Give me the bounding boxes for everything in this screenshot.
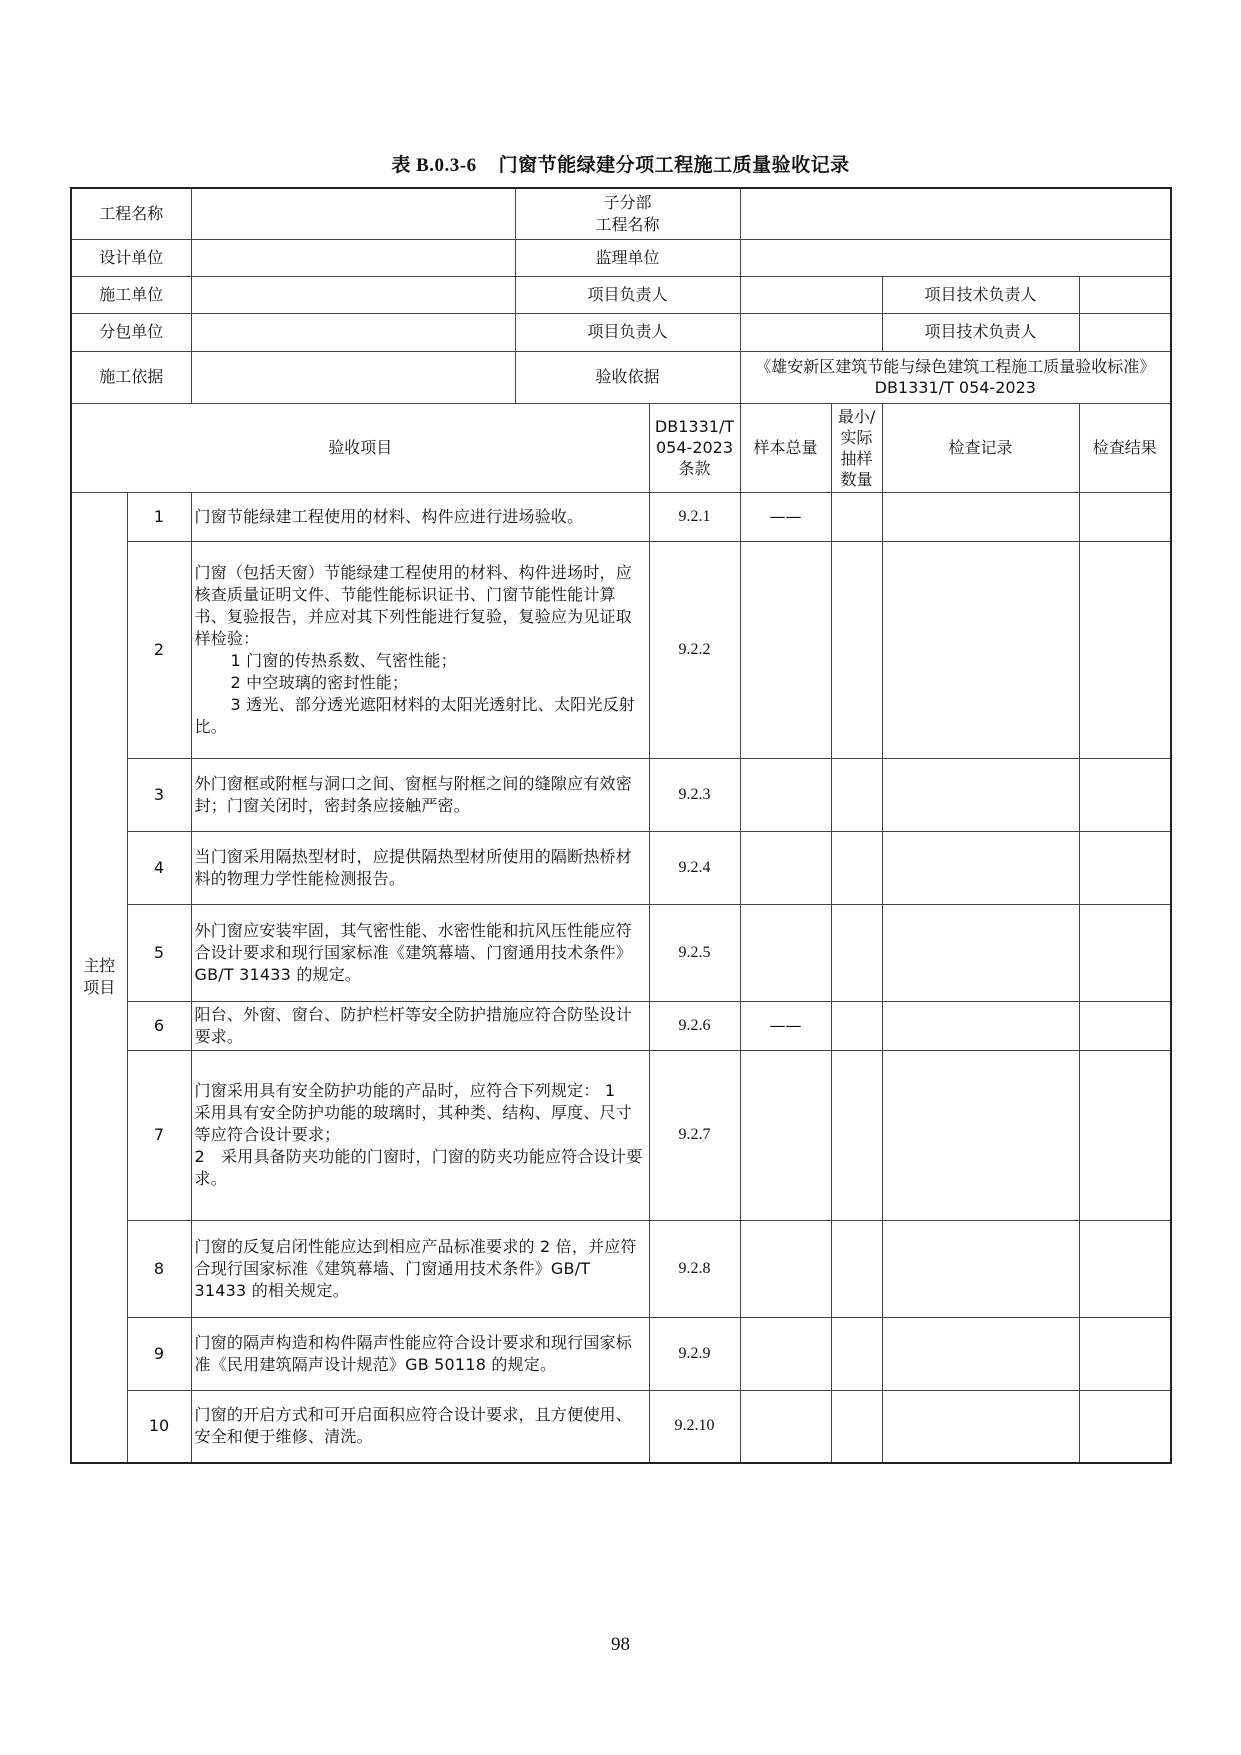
item-text: 外门窗应安装牢固，其气密性能、水密性能和抗风压性能应符合设计要求和现行国家标准《建筑幕墙、门窗通用技术条件》GB/T 31433 的规定。 — [191, 904, 649, 1001]
project-name-label: 工程名称 — [71, 188, 191, 239]
min-actual-cell[interactable] — [831, 492, 882, 541]
supervision-unit-value[interactable] — [740, 239, 1171, 276]
table-row — [71, 904, 1171, 1001]
sample-total-cell[interactable] — [740, 758, 831, 831]
construction-unit-label: 施工单位 — [71, 276, 191, 313]
subcontract-leader-value[interactable] — [740, 313, 882, 351]
item-clause: 9.2.4 — [649, 831, 740, 904]
item-text: 当门窗采用隔热型材时，应提供隔热型材所使用的隔断热桥材料的物理力学性能检测报告。 — [191, 831, 649, 904]
min-actual-cell[interactable] — [831, 831, 882, 904]
result-cell[interactable] — [1079, 904, 1171, 1001]
table-row — [71, 1001, 1171, 1050]
item-clause: 9.2.10 — [649, 1390, 740, 1463]
sample-total-dash: —— — [740, 1001, 831, 1050]
table-row — [71, 541, 1171, 758]
tech-leader-label: 项目技术负责人 — [882, 276, 1079, 313]
sub-project-value[interactable] — [740, 188, 1171, 239]
item-text: 门窗的反复启闭性能应达到相应产品标准要求的 2 倍，并应符合现行国家标准《建筑幕墙、门窗通用技术条件》GB/T 31433 的相关规定。 — [191, 1220, 649, 1317]
record-cell[interactable] — [882, 1050, 1079, 1220]
header-row-construction — [71, 276, 1171, 313]
item-text: 门窗的开启方式和可开启面积应符合设计要求，且方便使用、安全和便于维修、清洗。 — [191, 1390, 649, 1463]
item-text: 门窗节能绿建工程使用的材料、构件应进行进场验收。 — [191, 492, 649, 541]
col-clause: DB1331/T 054-2023 条款 — [649, 403, 740, 492]
table-row — [71, 1317, 1171, 1390]
item-clause: 9.2.3 — [649, 758, 740, 831]
record-cell[interactable] — [882, 1220, 1079, 1317]
record-cell[interactable] — [882, 541, 1079, 758]
table-row — [71, 831, 1171, 904]
item-clause: 9.2.7 — [649, 1050, 740, 1220]
record-cell[interactable] — [882, 758, 1079, 831]
acceptance-basis-label: 验收依据 — [515, 351, 740, 403]
record-cell[interactable] — [882, 904, 1079, 1001]
min-actual-cell[interactable] — [831, 541, 882, 758]
result-cell[interactable] — [1079, 492, 1171, 541]
result-cell[interactable] — [1079, 1390, 1171, 1463]
item-number: 6 — [127, 1001, 191, 1050]
group-label: 主控 项目 — [71, 492, 127, 1463]
item-number: 5 — [127, 904, 191, 1001]
item-number: 9 — [127, 1317, 191, 1390]
item-clause: 9.2.8 — [649, 1220, 740, 1317]
col-sample-total: 样本总量 — [740, 403, 831, 492]
header-row-project — [71, 188, 1171, 239]
result-cell[interactable] — [1079, 1001, 1171, 1050]
item-text: 门窗的隔声构造和构件隔声性能应符合设计要求和现行国家标准《民用建筑隔声设计规范》GB 50118 的规定。 — [191, 1317, 649, 1390]
sample-total-cell[interactable] — [740, 904, 831, 1001]
item-number: 7 — [127, 1050, 191, 1220]
header-row-design — [71, 239, 1171, 276]
min-actual-cell[interactable] — [831, 1050, 882, 1220]
page-title — [0, 150, 1241, 177]
supervision-unit-label: 监理单位 — [515, 239, 740, 276]
item-number: 1 — [127, 492, 191, 541]
result-cell[interactable] — [1079, 541, 1171, 758]
item-number: 4 — [127, 831, 191, 904]
table-code: 表 B.0.3-6 — [391, 155, 477, 176]
construction-basis-value[interactable] — [191, 351, 515, 403]
subcontract-unit-label: 分包单位 — [71, 313, 191, 351]
min-actual-cell[interactable] — [831, 1001, 882, 1050]
table-row — [71, 758, 1171, 831]
subcontract-tech-leader-value[interactable] — [1079, 313, 1171, 351]
record-cell[interactable] — [882, 1390, 1079, 1463]
min-actual-cell[interactable] — [831, 1220, 882, 1317]
column-header-row — [71, 403, 1171, 492]
header-row-subcontract — [71, 313, 1171, 351]
item-clause: 9.2.5 — [649, 904, 740, 1001]
record-cell[interactable] — [882, 492, 1079, 541]
acceptance-record-table — [70, 187, 1172, 1464]
table-row — [71, 492, 1171, 541]
item-number: 10 — [127, 1390, 191, 1463]
record-cell[interactable] — [882, 831, 1079, 904]
header-row-basis — [71, 351, 1171, 403]
sample-total-cell[interactable] — [740, 541, 831, 758]
item-text: 门窗采用具有安全防护功能的产品时，应符合下列规定： 1 采用具有安全防护功能的玻璃时，其种类、结构、厚度、尺寸等应符合设计要求； 2 采用具备防夹功能的门窗时，门窗的防夹功能应符合设计要求。 — [191, 1050, 649, 1220]
col-record: 检查记录 — [882, 403, 1079, 492]
project-name-value[interactable] — [191, 188, 515, 239]
subcontract-tech-leader-label: 项目技术负责人 — [882, 313, 1079, 351]
table-row — [71, 1390, 1171, 1463]
table-title: 门窗节能绿建分项工程施工质量验收记录 — [498, 154, 850, 176]
sample-total-cell[interactable] — [740, 1317, 831, 1390]
min-actual-cell[interactable] — [831, 1317, 882, 1390]
item-text: 门窗（包括天窗）节能绿建工程使用的材料、构件进场时，应核查质量证明文件、节能性能标识证书、门窗节能性能计算书、复验报告，并应对其下列性能进行复验，复验应为见证取样检验： 1 门窗的传热系数、气密性能； 2 中空玻璃的密封性能； 3 透光、部分透光遮阳材料的太阳光透射比、太阳光反射比。 — [191, 541, 649, 758]
record-cell[interactable] — [882, 1317, 1079, 1390]
sample-total-cell[interactable] — [740, 1220, 831, 1317]
result-cell[interactable] — [1079, 758, 1171, 831]
tech-leader-value[interactable] — [1079, 276, 1171, 313]
item-clause: 9.2.1 — [649, 492, 740, 541]
sample-total-cell[interactable] — [740, 831, 831, 904]
subcontract-leader-label: 项目负责人 — [515, 313, 740, 351]
record-cell[interactable] — [882, 1001, 1079, 1050]
result-cell[interactable] — [1079, 1317, 1171, 1390]
sample-total-cell[interactable] — [740, 1390, 831, 1463]
table-row — [71, 1220, 1171, 1317]
sub-project-label: 子分部 工程名称 — [515, 188, 740, 239]
table-row — [71, 1050, 1171, 1220]
result-cell[interactable] — [1079, 1050, 1171, 1220]
project-leader-value[interactable] — [740, 276, 882, 313]
item-number: 8 — [127, 1220, 191, 1317]
construction-basis-label: 施工依据 — [71, 351, 191, 403]
construction-unit-value[interactable] — [191, 276, 515, 313]
design-unit-label: 设计单位 — [71, 239, 191, 276]
subcontract-unit-value[interactable] — [191, 313, 515, 351]
project-leader-label: 项目负责人 — [515, 276, 740, 313]
item-text: 阳台、外窗、窗台、防护栏杆等安全防护措施应符合防坠设计要求。 — [191, 1001, 649, 1050]
page-number: 98 — [611, 1634, 630, 1655]
item-number: 3 — [127, 758, 191, 831]
col-item: 验收项目 — [71, 403, 649, 492]
min-actual-cell[interactable] — [831, 1390, 882, 1463]
item-number: 2 — [127, 541, 191, 758]
sample-total-cell[interactable] — [740, 1050, 831, 1220]
item-clause: 9.2.2 — [649, 541, 740, 758]
min-actual-cell[interactable] — [831, 758, 882, 831]
design-unit-value[interactable] — [191, 239, 515, 276]
item-clause: 9.2.6 — [649, 1001, 740, 1050]
result-cell[interactable] — [1079, 831, 1171, 904]
item-text: 外门窗框或附框与洞口之间、窗框与附框之间的缝隙应有效密封；门窗关闭时，密封条应接触严密。 — [191, 758, 649, 831]
min-actual-cell[interactable] — [831, 904, 882, 1001]
col-min-actual: 最小/实际 抽样数量 — [831, 403, 882, 492]
item-clause: 9.2.9 — [649, 1317, 740, 1390]
sample-total-dash: —— — [740, 492, 831, 541]
result-cell[interactable] — [1079, 1220, 1171, 1317]
col-result: 检查结果 — [1079, 403, 1171, 492]
acceptance-basis-value: 《雄安新区建筑节能与绿色建筑工程施工质量验收标准》DB1331/T 054-2023 — [740, 351, 1171, 403]
